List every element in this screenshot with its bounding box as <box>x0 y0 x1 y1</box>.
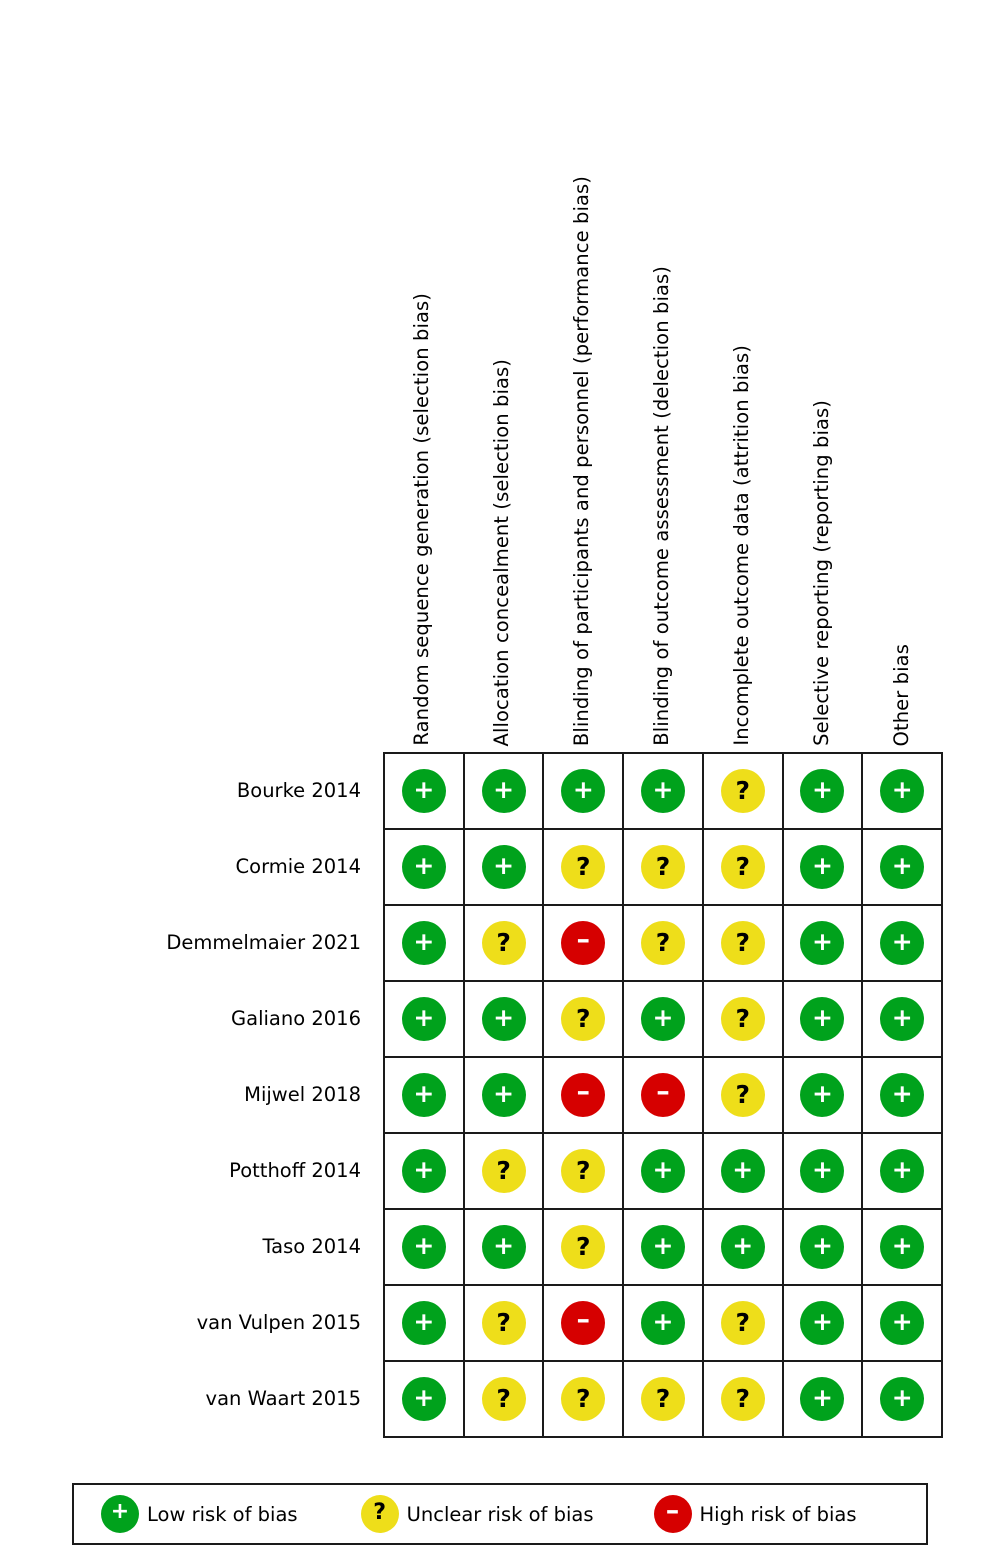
judgement-cell <box>465 906 545 982</box>
low-risk-icon <box>402 1225 446 1269</box>
judgement-cell <box>704 1058 784 1134</box>
unclear-risk-icon <box>561 1149 605 1193</box>
high-risk-icon <box>641 1073 685 1117</box>
judgement-glyph: ? <box>496 1307 511 1337</box>
unclear-risk-icon <box>561 845 605 889</box>
judgement-cell <box>863 1134 943 1210</box>
low-risk-icon <box>482 769 526 813</box>
judgement-glyph: + <box>811 1002 833 1032</box>
judgement-glyph: ? <box>735 775 750 805</box>
judgement-glyph: + <box>811 1078 833 1108</box>
low-risk-icon <box>641 1225 685 1269</box>
judgement-cell <box>624 906 704 982</box>
judgement-cell <box>863 906 943 982</box>
low-risk-icon <box>800 769 844 813</box>
unclear-risk-icon <box>561 1225 605 1269</box>
low-risk-icon <box>641 1301 685 1345</box>
table-row <box>385 830 943 906</box>
table-row <box>385 1134 943 1210</box>
judgement-glyph: + <box>811 1382 833 1412</box>
judgement-glyph: – <box>576 1303 591 1335</box>
judgement-glyph: + <box>732 1154 754 1184</box>
judgement-glyph: ? <box>576 1231 591 1261</box>
judgement-cell <box>465 754 545 830</box>
column-header-4 <box>623 16 701 746</box>
judgement-cell <box>784 830 864 906</box>
table-row <box>385 982 943 1058</box>
judgement-cell <box>385 830 465 906</box>
judgement-glyph: ? <box>496 1155 511 1185</box>
judgement-glyph: ? <box>496 1383 511 1413</box>
judgement-glyph: ? <box>576 1383 591 1413</box>
judgement-glyph: + <box>891 774 913 804</box>
judgement-glyph: + <box>493 1078 515 1108</box>
judgement-glyph: + <box>891 1154 913 1184</box>
low-risk-icon <box>800 997 844 1041</box>
judgement-cell <box>784 1210 864 1286</box>
column-header-1 <box>383 16 461 746</box>
study-label: Demmelmaier 2021 <box>166 930 361 954</box>
judgement-glyph: + <box>811 1306 833 1336</box>
low-risk-icon <box>402 1073 446 1117</box>
judgement-glyph: ? <box>655 851 671 881</box>
judgement-cell <box>385 1058 465 1134</box>
judgement-cell <box>624 1286 704 1362</box>
judgement-glyph: + <box>413 1230 435 1260</box>
judgement-glyph: – <box>576 923 591 955</box>
low-risk-icon <box>880 997 924 1041</box>
judgement-glyph: – <box>665 1494 680 1526</box>
unclear-risk-icon <box>721 921 765 965</box>
judgement-cell <box>624 1210 704 1286</box>
unclear-risk-icon <box>721 1073 765 1117</box>
judgement-cell <box>704 906 784 982</box>
judgement-glyph: + <box>493 850 515 880</box>
judgement-cell <box>784 1286 864 1362</box>
judgement-glyph: + <box>652 1154 674 1184</box>
low-risk-icon <box>482 1225 526 1269</box>
judgement-glyph: + <box>811 774 833 804</box>
judgement-glyph: ? <box>655 927 671 957</box>
judgement-cell <box>863 1362 943 1438</box>
judgement-glyph: + <box>891 926 913 956</box>
legend-item-low <box>101 1485 298 1543</box>
low-risk-icon <box>880 921 924 965</box>
judgement-glyph: + <box>652 774 674 804</box>
judgement-glyph: + <box>652 1306 674 1336</box>
judgement-glyph: ? <box>735 927 750 957</box>
judgement-glyph: ? <box>576 1003 591 1033</box>
judgement-cell <box>624 1058 704 1134</box>
judgement-glyph: + <box>493 1230 515 1260</box>
judgement-cell <box>385 754 465 830</box>
judgement-glyph: + <box>652 1230 674 1260</box>
judgement-glyph: + <box>891 1382 913 1412</box>
high-risk-icon <box>561 921 605 965</box>
judgement-cell <box>624 1134 704 1210</box>
judgement-cell <box>385 906 465 982</box>
legend-item-high <box>654 1485 857 1543</box>
judgement-cell <box>465 1058 545 1134</box>
judgement-cell <box>624 982 704 1058</box>
low-risk-icon <box>721 1225 765 1269</box>
judgement-cell <box>385 1210 465 1286</box>
unclear-risk-icon <box>482 1377 526 1421</box>
judgement-cell <box>465 982 545 1058</box>
judgement-cell <box>704 1286 784 1362</box>
unclear-risk-icon <box>482 1149 526 1193</box>
column-header-label: Random sequence generation (selection bias) <box>410 293 434 746</box>
low-risk-icon <box>880 1149 924 1193</box>
judgement-cell <box>624 1362 704 1438</box>
table-row <box>385 1286 943 1362</box>
legend-item-label: Unclear risk of bias <box>406 1502 594 1526</box>
low-risk-icon <box>880 845 924 889</box>
judgement-glyph: + <box>413 1078 435 1108</box>
study-label: Taso 2014 <box>262 1234 361 1258</box>
high-risk-icon <box>561 1301 605 1345</box>
judgement-cell <box>704 1362 784 1438</box>
low-risk-icon <box>402 769 446 813</box>
judgement-glyph: + <box>413 1154 435 1184</box>
row-label-group <box>0 752 375 1436</box>
column-header-label: Blinding of participants and personnel (performance bias) <box>570 175 594 746</box>
low-risk-icon <box>800 1225 844 1269</box>
column-header-label: Allocation concealment (selection bias) <box>490 358 514 746</box>
low-risk-icon <box>641 769 685 813</box>
unclear-risk-icon <box>721 1301 765 1345</box>
unclear-risk-icon <box>721 1377 765 1421</box>
judgement-cell <box>704 1210 784 1286</box>
low-risk-icon <box>800 1301 844 1345</box>
judgement-cell <box>624 830 704 906</box>
risk-of-bias-grid <box>383 752 943 1438</box>
judgement-glyph: ? <box>735 1383 750 1413</box>
legend <box>72 1483 928 1545</box>
judgement-cell <box>465 1362 545 1438</box>
low-risk-icon <box>561 769 605 813</box>
judgement-cell <box>863 1210 943 1286</box>
low-risk-icon <box>800 1149 844 1193</box>
table-row <box>385 1362 943 1438</box>
judgement-cell <box>863 1286 943 1362</box>
judgement-glyph: – <box>576 1075 591 1107</box>
judgement-glyph: + <box>110 1499 130 1524</box>
judgement-glyph: + <box>891 850 913 880</box>
column-header-5 <box>703 16 781 746</box>
study-label: van Vulpen 2015 <box>196 1310 361 1334</box>
judgement-cell <box>544 1286 624 1362</box>
judgement-glyph: + <box>413 1382 435 1412</box>
low-risk-icon <box>880 1301 924 1345</box>
judgement-cell <box>385 982 465 1058</box>
low-risk-icon <box>641 997 685 1041</box>
judgement-glyph: ? <box>735 851 750 881</box>
column-header-2 <box>463 16 541 746</box>
judgement-glyph: ? <box>735 1079 750 1109</box>
judgement-cell <box>704 754 784 830</box>
study-label: Bourke 2014 <box>236 778 361 802</box>
judgement-glyph: + <box>811 926 833 956</box>
judgement-glyph: + <box>413 1306 435 1336</box>
low-risk-icon <box>641 1149 685 1193</box>
low-risk-icon <box>482 1073 526 1117</box>
low-risk-icon <box>402 921 446 965</box>
low-risk-icon <box>721 1149 765 1193</box>
judgement-glyph: + <box>811 1154 833 1184</box>
judgement-glyph: ? <box>576 851 591 881</box>
judgement-glyph: + <box>413 1002 435 1032</box>
low-risk-icon <box>402 1377 446 1421</box>
column-header-7 <box>863 16 941 746</box>
judgement-cell <box>863 754 943 830</box>
study-label: Cormie 2014 <box>235 854 361 878</box>
judgement-cell <box>704 982 784 1058</box>
judgement-cell <box>784 1134 864 1210</box>
judgement-cell <box>784 906 864 982</box>
judgement-glyph: ? <box>735 1003 750 1033</box>
judgement-cell <box>465 1286 545 1362</box>
judgement-cell <box>544 830 624 906</box>
low-risk-icon <box>800 1377 844 1421</box>
judgement-glyph: + <box>891 1230 913 1260</box>
study-label: van Waart 2015 <box>205 1386 361 1410</box>
low-risk-icon <box>800 921 844 965</box>
study-label: Potthoff 2014 <box>229 1158 361 1182</box>
unclear-risk-icon <box>721 845 765 889</box>
unclear-risk-icon <box>721 769 765 813</box>
column-header-label: Selective reporting (reporting bias) <box>810 400 834 746</box>
low-risk-icon <box>402 845 446 889</box>
judgement-cell <box>385 1134 465 1210</box>
judgement-glyph: + <box>413 774 435 804</box>
judgement-cell <box>385 1362 465 1438</box>
judgement-cell <box>624 754 704 830</box>
unclear-risk-icon <box>482 921 526 965</box>
unclear-risk-icon <box>721 997 765 1041</box>
judgement-cell <box>704 1134 784 1210</box>
judgement-cell <box>784 1058 864 1134</box>
judgement-glyph: – <box>656 1075 670 1107</box>
judgement-glyph: + <box>891 1306 913 1336</box>
judgement-cell <box>544 982 624 1058</box>
judgement-cell <box>863 1058 943 1134</box>
judgement-glyph: ? <box>655 1383 671 1413</box>
judgement-glyph: + <box>572 774 594 804</box>
judgement-cell <box>784 982 864 1058</box>
unclear-risk-legend-icon <box>361 1495 399 1533</box>
unclear-risk-icon <box>561 1377 605 1421</box>
high-risk-legend-icon <box>654 1495 692 1533</box>
judgement-glyph: ? <box>496 927 511 957</box>
unclear-risk-icon <box>561 997 605 1041</box>
judgement-cell <box>544 906 624 982</box>
judgement-cell <box>465 830 545 906</box>
unclear-risk-icon <box>641 1377 685 1421</box>
low-risk-icon <box>880 769 924 813</box>
judgement-cell <box>544 1210 624 1286</box>
judgement-cell <box>704 830 784 906</box>
column-header-label: Blinding of outcome assessment (delection bias) <box>650 266 674 746</box>
table-row <box>385 754 943 830</box>
judgement-cell <box>863 982 943 1058</box>
judgement-cell <box>544 754 624 830</box>
low-risk-icon <box>880 1377 924 1421</box>
low-risk-icon <box>482 845 526 889</box>
judgement-cell <box>784 1362 864 1438</box>
legend-item-unclear <box>361 1485 594 1543</box>
judgement-cell <box>863 830 943 906</box>
judgement-glyph: ? <box>576 1155 591 1185</box>
legend-item-label: High risk of bias <box>699 1502 857 1526</box>
judgement-glyph: + <box>811 1230 833 1260</box>
judgement-glyph: + <box>413 850 435 880</box>
judgement-cell <box>784 754 864 830</box>
low-risk-icon <box>482 997 526 1041</box>
high-risk-icon <box>561 1073 605 1117</box>
column-header-label: Other bias <box>890 643 914 746</box>
judgement-cell <box>465 1210 545 1286</box>
low-risk-icon <box>880 1225 924 1269</box>
column-header-label: Incomplete outcome data (attrition bias) <box>730 345 754 746</box>
low-risk-icon <box>402 1301 446 1345</box>
judgement-glyph: ? <box>735 1307 750 1337</box>
judgement-glyph: + <box>652 1002 674 1032</box>
legend-item-label: Low risk of bias <box>147 1502 298 1526</box>
judgement-cell <box>544 1058 624 1134</box>
unclear-risk-icon <box>482 1301 526 1345</box>
judgement-cell <box>544 1134 624 1210</box>
unclear-risk-icon <box>641 921 685 965</box>
low-risk-icon <box>402 1149 446 1193</box>
column-header-6 <box>783 16 861 746</box>
column-header-3 <box>543 16 621 746</box>
low-risk-icon <box>800 845 844 889</box>
low-risk-icon <box>800 1073 844 1117</box>
judgement-glyph: ? <box>373 1500 386 1525</box>
table-row <box>385 1210 943 1286</box>
judgement-cell <box>385 1286 465 1362</box>
judgement-glyph: + <box>732 1230 754 1260</box>
judgement-glyph: + <box>493 1002 515 1032</box>
judgement-glyph: + <box>891 1078 913 1108</box>
table-row <box>385 906 943 982</box>
judgement-cell <box>544 1362 624 1438</box>
judgement-glyph: + <box>891 1002 913 1032</box>
study-label: Galiano 2016 <box>231 1006 361 1030</box>
judgement-glyph: + <box>811 850 833 880</box>
column-header-group <box>383 0 943 752</box>
low-risk-icon <box>880 1073 924 1117</box>
low-risk-icon <box>402 997 446 1041</box>
judgement-glyph: + <box>493 774 515 804</box>
unclear-risk-icon <box>641 845 685 889</box>
judgement-glyph: + <box>413 926 435 956</box>
low-risk-legend-icon <box>101 1495 139 1533</box>
judgement-cell <box>465 1134 545 1210</box>
table-row <box>385 1058 943 1134</box>
study-label: Mijwel 2018 <box>244 1082 361 1106</box>
